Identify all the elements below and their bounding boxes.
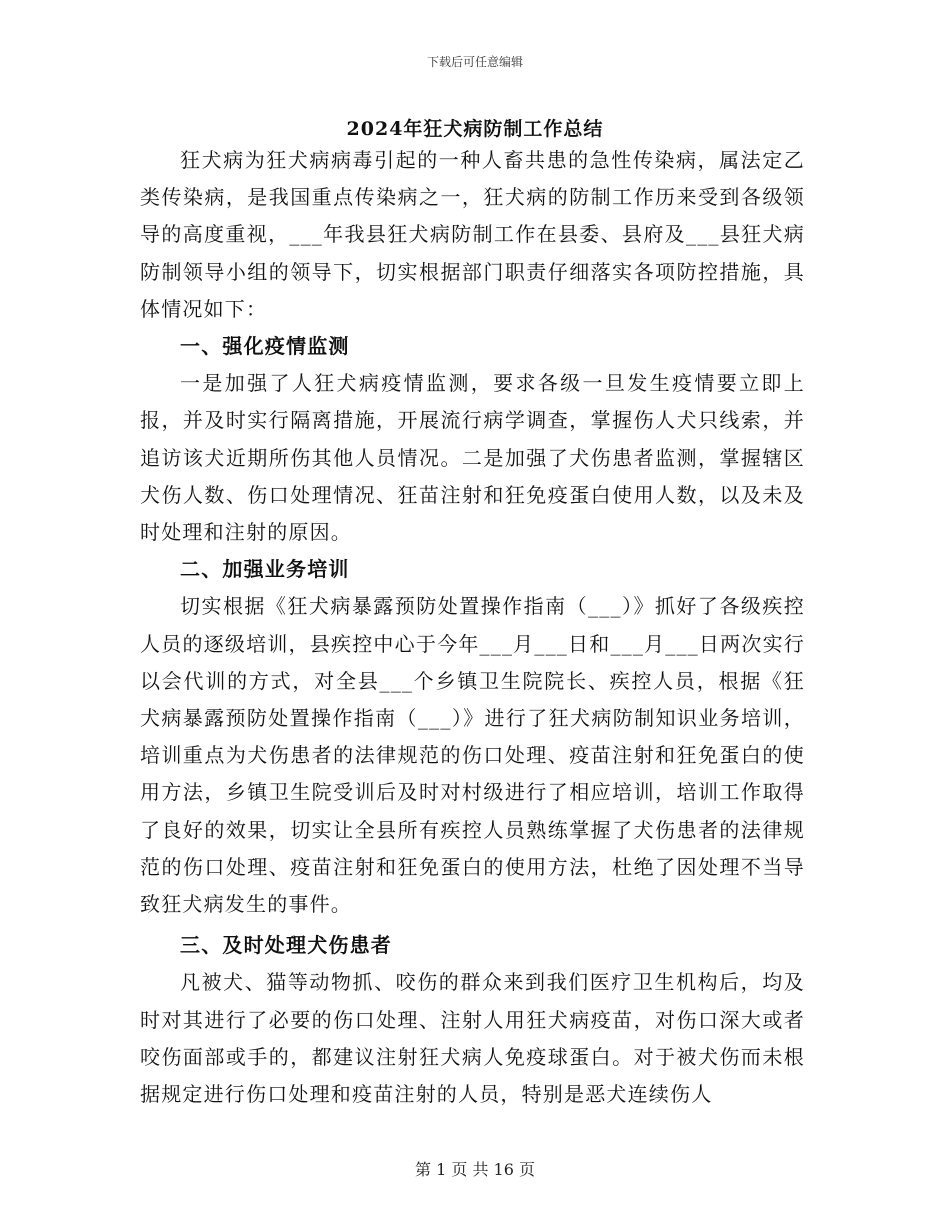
section-heading-2: 二、加强业务培训 (180, 557, 350, 582)
document-body (140, 142, 805, 1113)
intro-paragraph: 狂犬病为狂犬病病毒引起的一种人畜共患的急性传染病，属法定乙类传染病，是我国重点传染病之一，狂犬病的防制工作历来受到各级领导的高度重视，___年我县狂犬病防制工作在县委、县府及___县狂犬病防制领导小组的领导下，切实根据部门职责仔细落实各项防控措施，具体情况如下： (140, 148, 805, 321)
page-indicator: 第 1 页 共 16 页 (415, 1160, 535, 1179)
section-heading-1: 一、强化疫情监测 (180, 334, 350, 359)
header-note: 下载后可任意编辑 (426, 55, 523, 69)
section-body-3: 凡被犬、猫等动物抓、咬伤的群众来到我们医疗卫生机构后，均及时对其进行了必要的伤口处理、注射人用狂犬病疫苗，对伤口深大或者咬伤面部或手的，都建议注射狂犬病人免疫球蛋白。对于被犬伤而未根据规定进行伤口处理和疫苗注射的人员，特别是恶犬连续伤人 (140, 970, 805, 1107)
section-body-1: 一是加强了人狂犬病疫情监测，要求各级一旦发生疫情要立即上报，并及时实行隔离措施，开展流行病学调查，掌握伤人犬只线索，并追访该犬近期所伤其他人员情况。二是加强了犬伤患者监测，掌握辖区犬伤人数、伤口处理情况、狂苗注射和狂免疫蛋白使用人数，以及未及时处理和注射的原因。 (140, 371, 805, 545)
section-body-2: 切实根据《狂犬病暴露预防处置操作指南（___）》抓好了各级疾控人员的逐级培训，县疾控中心于今年___月___日和___月___日两次实行以会代训的方式，对全县___个乡镇卫生院院长、疾控人员，根据《狂犬病暴露预防处置操作指南（___）》进行了狂犬病防制知识业务培训，培训重点为犬伤患者的法律规范的伤口处理、疫苗注射和狂免蛋白的使用方法，乡镇卫生院受训后及时对村级进行了相应培训，培训工作取得了良好的效果，切实让全县所有疾控人员熟练掌握了犬伤患者的法律规范的伤口处理、疫苗注射和狂免蛋白的使用方法，杜绝了因处理不当导致狂犬病发生的事件。 (140, 594, 805, 917)
section-heading-3: 三、及时处理犬伤患者 (180, 933, 392, 958)
document-title: 2024年狂犬病防制工作总结 (346, 118, 604, 140)
